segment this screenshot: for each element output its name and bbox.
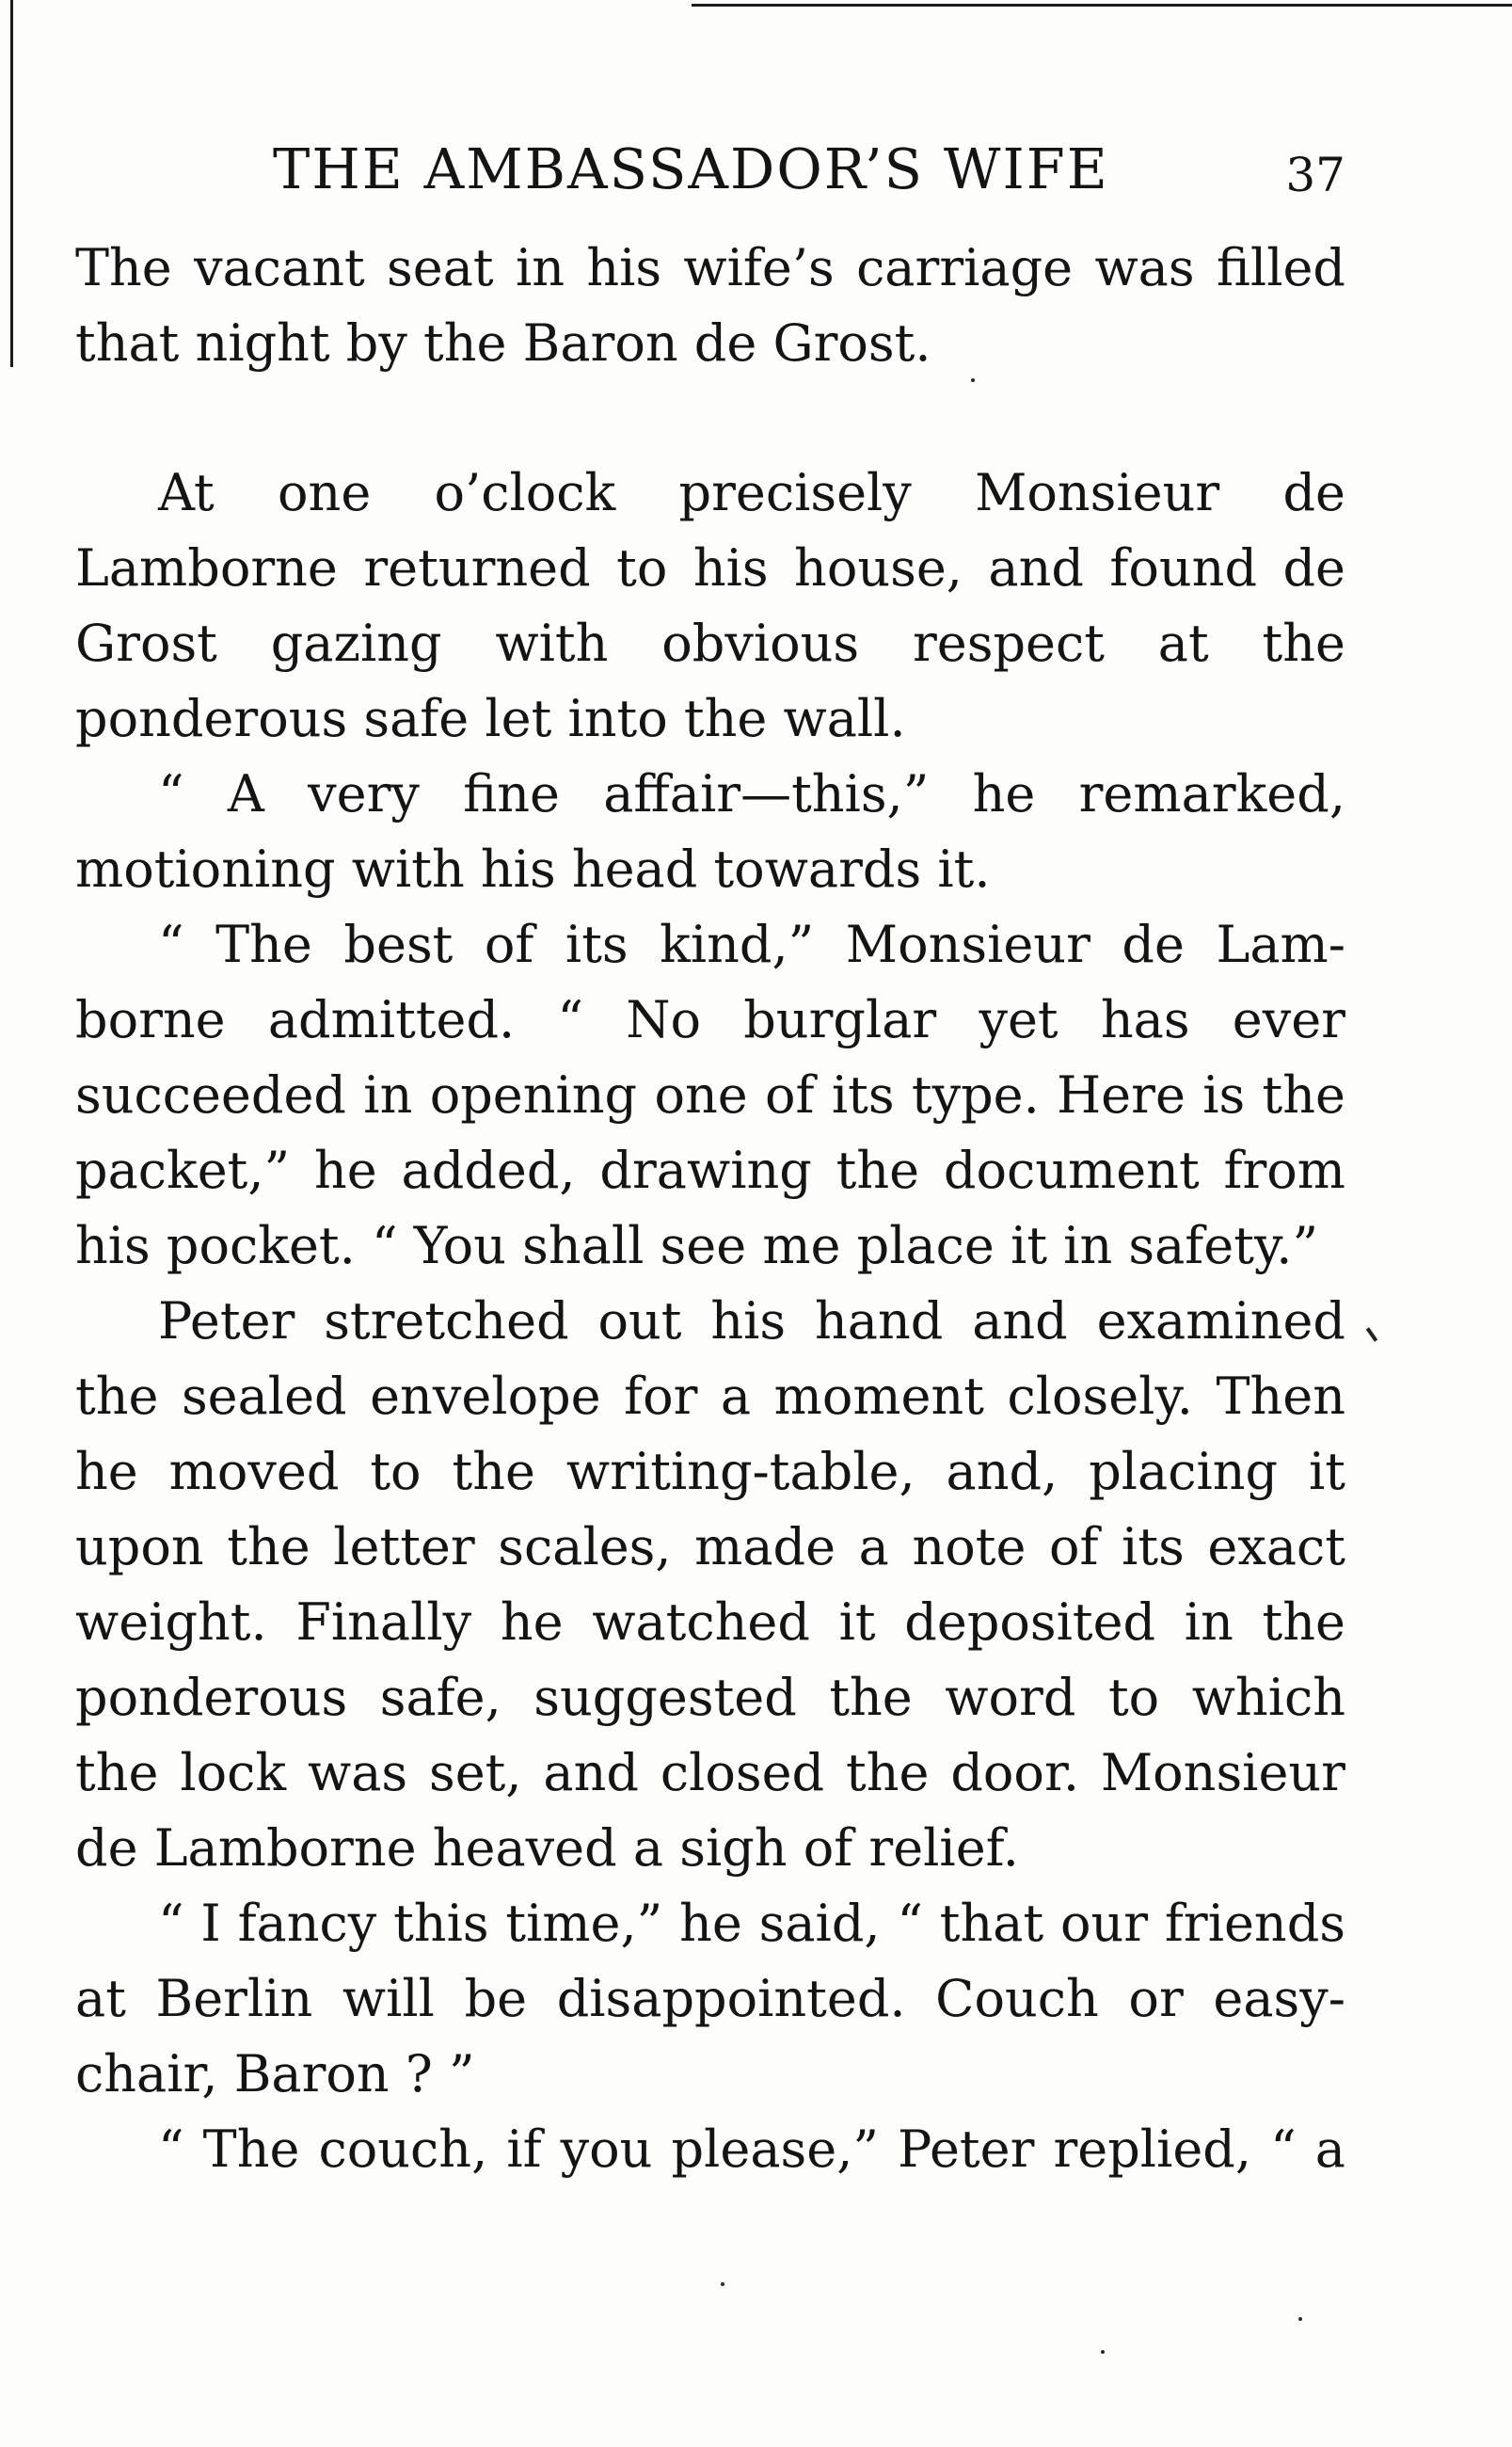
print-speck: [971, 378, 975, 382]
paragraph-7: “ The couch, if you please,” Peter replied, “ a: [158, 2119, 1345, 2179]
page-number: 37: [1285, 148, 1345, 202]
print-speck: [1298, 2317, 1302, 2321]
print-mark: [1366, 1327, 1377, 1341]
body-text: [75, 231, 1345, 2187]
print-speck: [721, 2282, 724, 2286]
print-speck: [1101, 2350, 1105, 2354]
page-edge-top: [692, 4, 1512, 7]
running-head: [75, 132, 1345, 207]
paragraph-5: Peter stretched out his hand and examined the sealed envelope for a moment closely. Then he moved to the writing-table, and, placing it upon the letter scales, made a note of its exact weight. Finally he watched it deposited in the ponderous safe, suggested the word to which the lock was set, and closed the door. Monsieur de Lamborne heaved a sigh of relief.: [75, 1291, 1345, 1878]
paragraph-2: At one o’clock precisely Monsieur de Lamborne returned to his house, and found de Grost gazing with obvious respect at the ponderous safe let into the wall.: [75, 463, 1345, 748]
paragraph-4: “ The best of its kind,” Monsieur de Lamborne admitted. “ No burglar yet has ever succeeded in opening one of its type. Here is the packet,” he added, drawing the document from his pocket. “ You shall see me place it in safety.”: [75, 915, 1345, 1275]
paragraph-3: “ A very fine affair—this,” he remarked, motioning with his head towards it.: [75, 764, 1345, 899]
paragraph-6: “ I fancy this time,” he said, “ that our friends at Berlin will be disappointed. Couch or easychair, Baron ? ”: [75, 1894, 1345, 2103]
paragraph-1: The vacant seat in his wife’s carriage was filled that night by the Baron de Grost.: [75, 238, 1345, 373]
page-edge-left: [10, 0, 13, 367]
running-title: THE AMBASSADOR’S WIFE: [273, 136, 1109, 201]
section-break: [75, 381, 1345, 456]
